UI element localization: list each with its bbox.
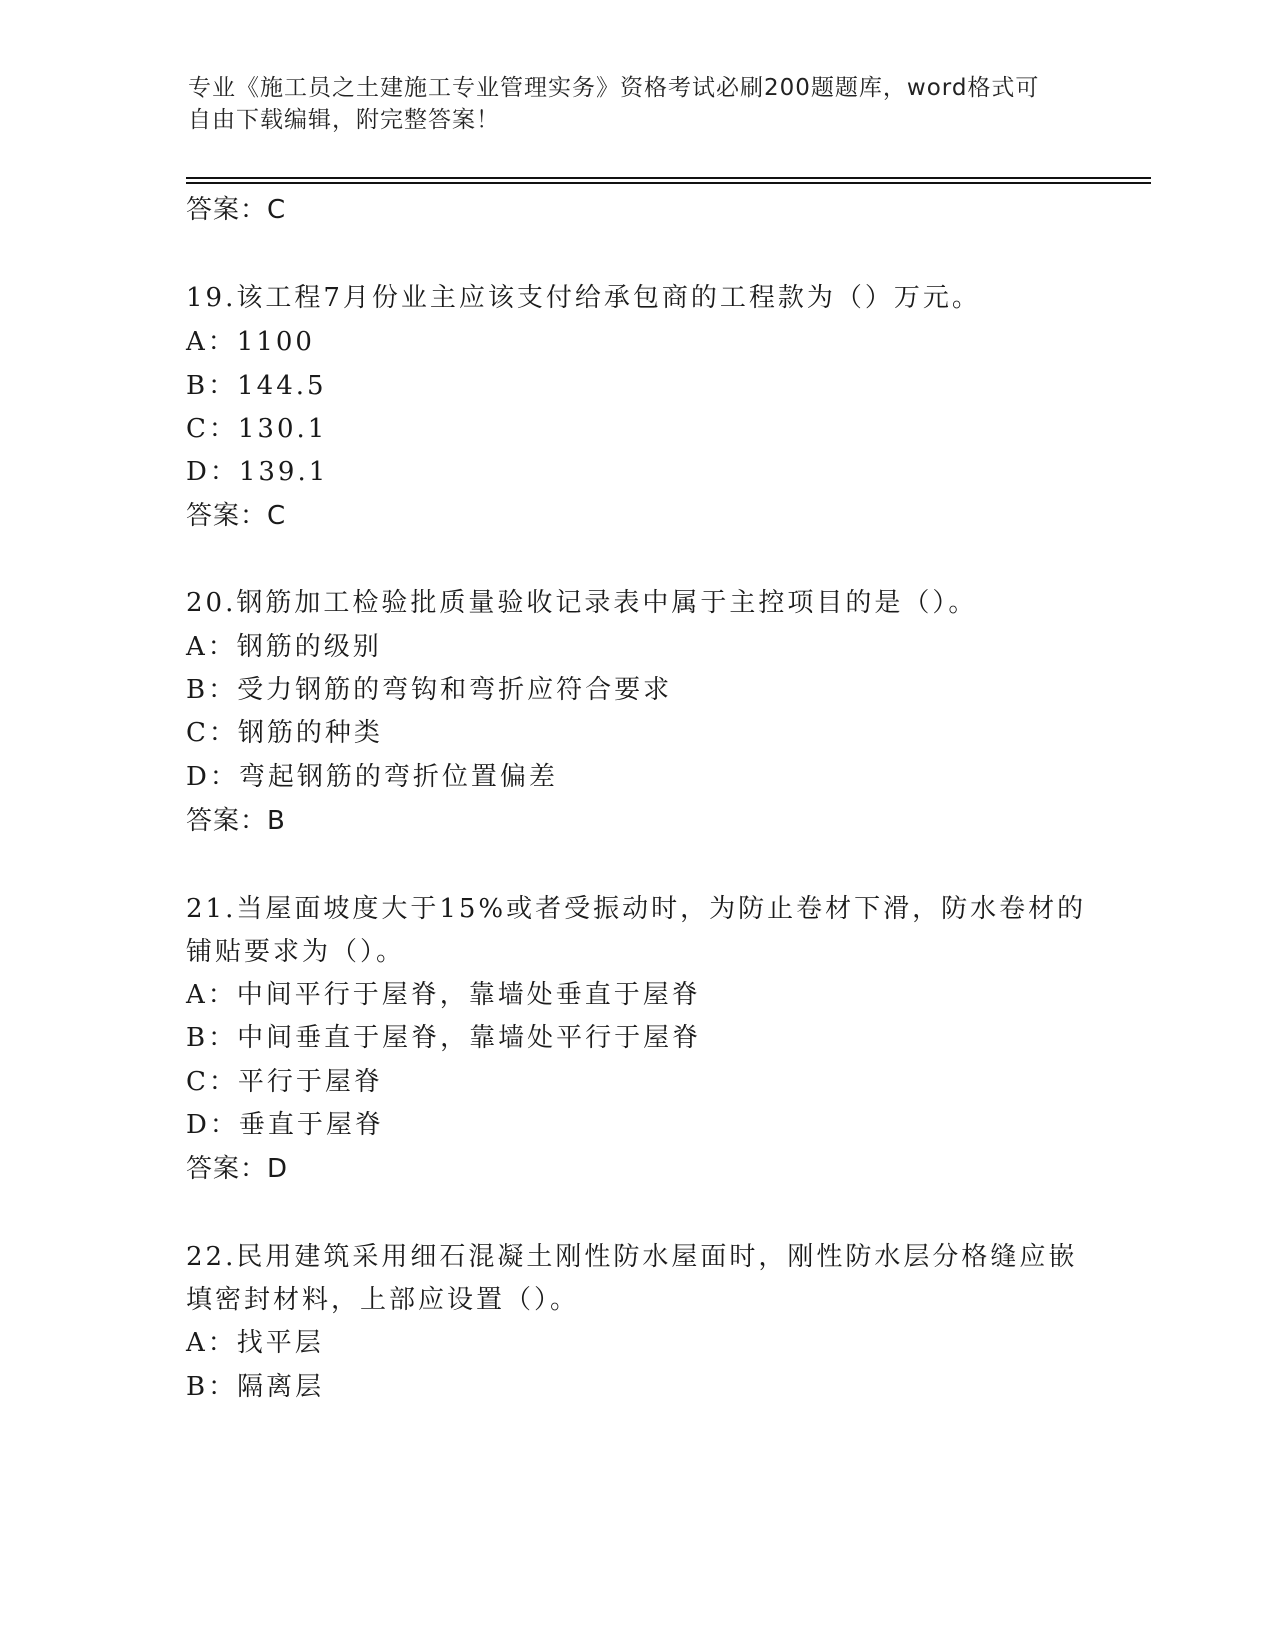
option-b: B：隔离层 [186, 1372, 325, 1402]
option-a: A：中间平行于屋脊，靠墙处垂直于屋脊 [186, 980, 701, 1010]
question-stem: 22.民用建筑采用细石混凝土刚性防水屋面时，刚性防水层分格缝应嵌 [186, 1242, 1078, 1272]
option-a: A：钢筋的级别 [186, 632, 382, 662]
answer-line: 答案：C [186, 195, 287, 225]
option-c: C：钢筋的种类 [186, 718, 383, 748]
question-stem-continued: 填密封材料，上部应设置（）。 [186, 1285, 580, 1315]
option-d: D：垂直于屋脊 [186, 1110, 384, 1140]
header-divider-bottom [186, 182, 1151, 184]
answer-line: 答案：C [186, 501, 287, 531]
option-b: B：受力钢筋的弯钩和弯折应符合要求 [186, 675, 673, 705]
option-c: C：130.1 [186, 414, 328, 444]
header-divider-top [186, 177, 1151, 179]
question-stem: 19.该工程7月份业主应该支付给承包商的工程款为（）万元。 [186, 283, 981, 313]
question-stem: 21.当屋面坡度大于15%或者受振动时，为防止卷材下滑，防水卷材的 [186, 894, 1087, 924]
option-a: A：找平层 [186, 1328, 324, 1358]
option-b: B：中间垂直于屋脊，靠墙处平行于屋脊 [186, 1023, 702, 1053]
option-d: D：139.1 [186, 457, 329, 487]
option-d: D：弯起钢筋的弯折位置偏差 [186, 762, 558, 792]
answer-line: 答案：D [186, 1154, 289, 1184]
option-a: A：1100 [186, 327, 315, 357]
answer-line: 答案：B [186, 806, 286, 836]
header-line-1: 专业《施工员之土建施工专业管理实务》资格考试必刷200题题库，word格式可 [188, 75, 1040, 101]
question-stem-continued: 铺贴要求为（）。 [186, 937, 406, 967]
question-stem: 20.钢筋加工检验批质量验收记录表中属于主控项目的是（）。 [186, 588, 978, 618]
option-c: C：平行于屋脊 [186, 1067, 383, 1097]
option-b: B：144.5 [186, 371, 327, 401]
document-header [188, 72, 1068, 136]
header-line-2: 自由下载编辑，附完整答案！ [188, 107, 500, 133]
